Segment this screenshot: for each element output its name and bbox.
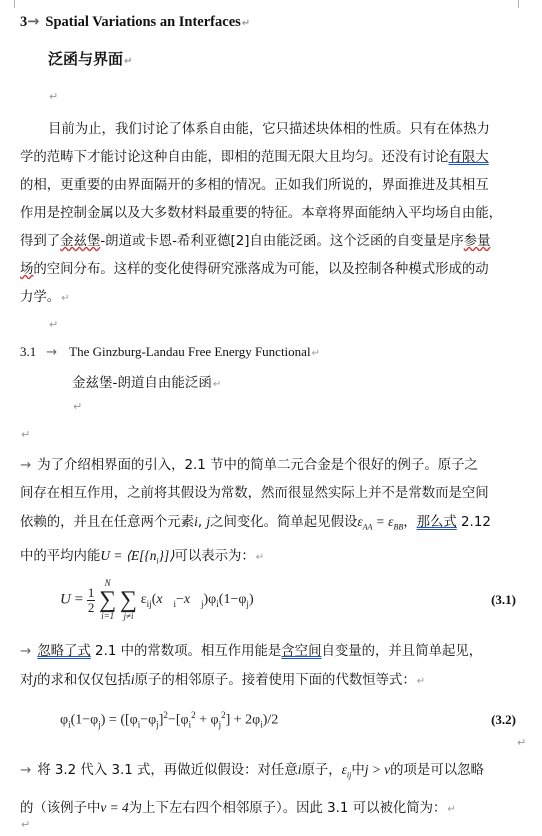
chapter-subtitle — [48, 48, 132, 69]
text-line: 的求和仅仅包括 — [37, 673, 131, 688]
sum-symbol: ∑ j≠i — [119, 587, 138, 621]
math-inline: i — [297, 762, 302, 777]
paragraph-mark-icon: ↵ — [255, 551, 265, 563]
paragraph-mark-icon: ↵ — [73, 400, 83, 413]
math-inline: i — [130, 672, 135, 687]
text-line: 2.1 中的常数项。相互作用能是 — [90, 644, 282, 659]
text-line: 之间变化。简单起见假设 — [210, 515, 358, 530]
text-line: 中 — [351, 763, 365, 778]
tab-arrow-icon: → — [20, 458, 32, 473]
para2-line — [20, 480, 522, 508]
text-line: 为了介绍相界面的引入，2.1 节中的简单二元合金是个很好的例子。原子之 — [37, 458, 478, 473]
grammar-flag[interactable]: 含空间 — [281, 644, 322, 659]
paragraph-mark-icon: ↵ — [61, 293, 70, 304]
section-title: The Ginzburg-Landau Free Energy Functional — [69, 344, 311, 359]
text-line: 目前为止，我们讨论了体系自由能，它只描述块体相的性质。只有在体热力 — [48, 122, 490, 137]
equation-3-2: $\varphi_i(1-\varphi_j) = ([\varphi_i-\varphi_j]^2-[\varphi_i^2 + \varphi_j^2] + 2\varphi_i)/2$ — [60, 710, 279, 730]
paragraph-mark-icon: ↵ — [311, 348, 320, 359]
para3-line — [20, 666, 522, 696]
text-line: 对 — [20, 673, 34, 688]
paragraph-mark-icon: ↵ — [416, 676, 426, 687]
equation-3-1: U = $\frac{1}{2}$ N ∑ i=1 ∑ j≠i $\varepsilon_{ij}(x⃗_i-x⃗_j)\varphi_i(1-\varphi_j)$ — [60, 578, 254, 621]
para1-line — [20, 228, 522, 256]
text-line: 原子的相邻原子。接着使用下面的代数恒等式： — [134, 673, 416, 688]
fraction: $\frac{1}{2}$ — [87, 584, 95, 615]
section-heading — [20, 344, 320, 360]
text-line: 将 3.2 代入 3.1 式，再做近似假设：对任意 — [37, 763, 298, 778]
section-number: 3.1 — [20, 344, 37, 359]
para1-line — [20, 172, 522, 200]
para2-line: 依赖的，并且在任意两个元素i, j之间变化。简单起见假设$\varepsilon_{AA} = \varepsilon_{BB}$，那么式 2.12 — [20, 514, 491, 532]
math-inline: j — [206, 514, 211, 529]
text-line: 中的平均内能 — [20, 548, 101, 564]
text-line: 自变量的，并且简单起见， — [321, 644, 483, 659]
spell-flag[interactable]: 场 — [20, 262, 34, 277]
text-line: 的项是可以忽略 — [390, 763, 484, 778]
paragraph-mark-icon: ↵ — [447, 803, 456, 815]
text-line: 2.12 — [456, 515, 491, 530]
math-inline: ν = 4 — [100, 799, 129, 815]
approximation-paragraph — [20, 754, 522, 826]
text-line: 的（该例子中 — [20, 800, 101, 816]
para1-line — [20, 284, 522, 313]
paragraph-mark-icon: ↵ — [124, 56, 133, 67]
intro-paragraph — [20, 116, 522, 313]
grammar-flag[interactable]: 有限大 — [448, 150, 489, 165]
text-line: 为上下左右四个相邻原子）。因此 3.1 可以被化简为： — [128, 800, 447, 816]
math-inline: $\varepsilon_{AA} = \varepsilon_{BB}$ — [357, 514, 404, 532]
para3-line — [20, 638, 522, 666]
paragraph-mark-icon: ↵ — [21, 818, 31, 831]
text-line: 的相，更重要的由界面隔开的多相的情况。正如我们所说的，界面推进及其相互 — [20, 178, 489, 193]
para1-line — [20, 256, 522, 284]
math-inline: j — [33, 672, 38, 687]
para1-line — [20, 200, 522, 228]
spell-flag[interactable]: 参量 — [463, 234, 491, 249]
tab-arrow-icon: → — [20, 763, 32, 778]
page-corner-top-left — [4, 0, 15, 8]
section-title-cn-text: 金兹堡-朗道自由能泛函 — [72, 375, 212, 391]
para4-line — [20, 792, 522, 826]
section-title-cn — [72, 371, 221, 391]
grammar-flag[interactable]: 忽略了式 — [37, 644, 91, 659]
grammar-flag[interactable]: 那么式 — [416, 515, 457, 530]
equation-number: (3.2) — [491, 712, 516, 727]
text-line: 间存在相互作用，之前将其假设为常数，然而很显然实际上并不是常数而是空间 — [20, 486, 489, 501]
text-line: -朗道或卡恩-希利亚德[2]自由能泛函。这个泛函的自变量是序 — [100, 234, 464, 249]
sum-symbol: N ∑ i=1 — [99, 578, 117, 621]
paragraph-mark-icon: ↵ — [212, 379, 222, 390]
paragraph-mark-icon: ↵ — [49, 90, 59, 103]
text-line: 得到了 — [20, 234, 61, 249]
spell-flag[interactable]: 金兹堡 — [60, 234, 101, 249]
para2-line — [20, 452, 522, 480]
text-line: ， — [403, 515, 417, 530]
text-line: 力学。 — [20, 290, 61, 305]
text-line: 的空间分布。这样的变化使得研究涨落成为可能，以及控制各种模式形成的动 — [33, 262, 489, 277]
tab-arrow-icon: → — [46, 345, 58, 360]
math-inline: j > ν — [364, 762, 391, 777]
paragraph-mark-icon: ↵ — [241, 18, 251, 29]
chapter-title: Spatial Variations an Interfaces — [45, 14, 241, 30]
paragraph-mark-icon: ↵ — [517, 736, 527, 749]
text-line: 可以表示为： — [174, 548, 255, 564]
text-line: 依赖的，并且在任意两个元素 — [20, 515, 195, 530]
constant-term-paragraph — [20, 638, 522, 696]
paragraph-mark-icon: ↵ — [21, 428, 31, 441]
paragraph-mark-icon: ↵ — [49, 318, 59, 331]
math-inline: $U = ⟨E[\{n_i\}]⟩$ — [100, 547, 175, 566]
para1-line — [20, 116, 522, 144]
para1-line — [20, 144, 522, 172]
chapter-number: 3 — [20, 14, 28, 30]
chapter-subtitle-text: 泛函与界面 — [48, 50, 124, 68]
math-inline: i — [194, 514, 198, 529]
math-inline: $\varepsilon_{ij}$ — [341, 762, 352, 780]
page-corner-top-right — [518, 0, 529, 8]
alloy-paragraph — [20, 452, 522, 575]
chapter-heading — [20, 14, 250, 31]
equation-number: (3.1) — [491, 592, 516, 607]
text-line: 作用是控制金属以及大多数材料最重要的特征。本章将界面能纳入平均场自由能， — [20, 206, 503, 221]
tab-arrow-icon: → — [20, 644, 32, 659]
para2-line — [20, 542, 522, 576]
text-line: 原子， — [301, 763, 342, 778]
para4-line — [20, 754, 522, 792]
text-line: 学的范畴下才能讨论这种自由能，即相的范围无限大且均匀。还没有讨论 — [20, 150, 449, 165]
tab-arrow-icon: → — [27, 14, 40, 30]
